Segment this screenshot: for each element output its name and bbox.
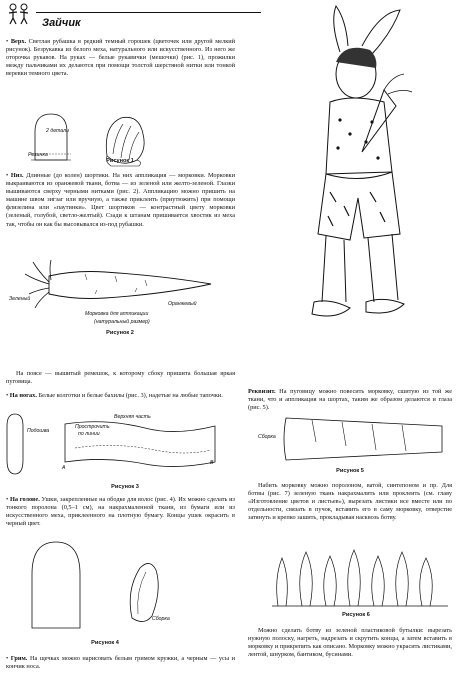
bunny-jacket — [326, 98, 392, 179]
fig5-label-gather: Сборка — [258, 434, 276, 440]
carrot-body — [49, 272, 211, 299]
fig1-label-parts: 2 детали — [46, 128, 69, 134]
fig3-label-upper: Верхняя часть — [114, 414, 151, 420]
fig4-label-gather: Сборка — [152, 616, 170, 622]
section-bottom-text: Длинные (до колен) шортики. На них аппликация — морковки. Морковки выкраиваются из оранжевой ткани, ботва — из зеленой или желто-зеленой. Глазки вышиваются сверху черными нитками (рис. 2). Аппликацию можно пришить на машине швом зигзаг или вручную, а также приклеить (приутюжить) при помощи флизелина или «паутинки». Цвет шортиков — контрастный цвету морковки (зеленый, голубой, светло-желтый). Сзади к штанам пришивается хвостик из меха так, чтобы он как бы высовывался из-под рубашки. — [6, 172, 235, 228]
header-logo — [5, 2, 33, 26]
section-carrot-text: Набить морковку можно поролоном, ватой, синтепоном и пр. Для ботвы (рис. 7) зеленую ткань накрахмалить или проклеить (см. главу «Изготовление цветов и листьев»), вырезать листики все вместе или по отдельности, связать в пучок, вставить его в саму морковку, отверстие затянуть и крепко зашить, прокладывая насквозь ботву. — [248, 482, 452, 522]
section-legs: • На ногах. Белые колготки и белые бахилы (рис. 3), надетые на любые тапочки. — [6, 392, 223, 399]
ear-pattern — [32, 542, 80, 628]
figure-5 — [282, 412, 447, 466]
fig3-label-sole: Подошва — [27, 428, 50, 434]
section-carrot — [248, 482, 452, 522]
figure-2 — [15, 258, 215, 328]
page-title: Зайчик — [42, 17, 81, 29]
fig3-label-stitch-2: по линии — [78, 431, 100, 437]
section-top-text: Светлая рубашка в редкий темный горошек (цветочек или другой мелкий рисунок). Безрукавка из белого меха, натурального или искусственного. Из него же оторочка рукавов. На руках — белые рукавички (мешочки) (рис. 1), прожилки между пальчиками их делаются при помощи толстой шерстяной нитки или тонкой веревки темного цвета. — [6, 38, 236, 78]
section-more — [248, 627, 452, 659]
section-legs-text: Белые колготки и белые бахилы (рис. 3), надетые на любые тапочки. — [36, 392, 223, 399]
section-props-text: На пуговицу можно повесить морковку, сшитую из той же ткани, что и аппликация на шортах, таким же образом делаются и глаза (рис. 5). — [248, 388, 452, 412]
bunny-legs — [322, 234, 398, 302]
fig6-caption: Рисунок 6 — [342, 612, 370, 618]
carrot-cone-pattern — [284, 418, 442, 460]
fig4-caption: Рисунок 4 — [91, 640, 119, 646]
section-bottom-lead: Низ. — [10, 172, 24, 179]
fig3-label-a: A — [62, 465, 66, 471]
fig3-caption: Рисунок 3 — [111, 484, 139, 490]
fig3-label-b: B — [210, 460, 214, 466]
fig5-caption: Рисунок 5 — [336, 468, 364, 474]
section-head-text: Ушки, закрепленные на ободке для волос (рис. 4). Их можно сделать из тонкого поролона (0,5–1 см), на накрахмаленной ткани, из бумаги или из искусственного меха, приклеенного на плотную бумагу. Концы ушек окрасить в черный цвет. — [6, 496, 236, 528]
bunny-feet — [312, 299, 404, 316]
section-props — [248, 388, 452, 412]
section-legs-lead: На ногах. — [9, 392, 37, 399]
section-belt — [6, 370, 235, 386]
fig2-label-green: Зеленый — [9, 296, 31, 302]
section-more-text: Можно сделать ботву из зеленой пластиковой бутылки: вырезать нужную полоску, нагреть, надрезать и скрутить концы, а затем вставить в морковку и прикрепить как описано. Морковку можно украсить листиками, лентой, шнурком, бантиком, бусинами. — [248, 627, 452, 659]
section-head: • На голове. Ушки, закрепленные на ободке для волос (рис. 4). Их можно сделать из тонкого поролона (0,5–1 см), на накрахмаленной ткани, из бумаги или из искусственного меха, приклеенного на плотную бумагу. Концы ушек окрасить в черный цвет. — [6, 496, 236, 528]
children-logo-icon — [5, 2, 33, 26]
bunny-boy-illustration — [300, 2, 430, 347]
bunny-shorts — [318, 172, 400, 240]
header-bar — [36, 12, 261, 13]
section-head-lead: На голове. — [9, 496, 40, 503]
section-makeup: • Грим. На щечках можно нарисовать белым гримом кружки, а черным — усы и кончик носа. — [6, 655, 235, 671]
fig1-caption: Рисунок 1 — [106, 158, 134, 164]
fig2-caption: Рисунок 2 — [106, 330, 134, 336]
fig1-label-edge: Резинка — [28, 152, 48, 158]
ear-3d — [130, 563, 158, 621]
fig2-label-orange: Оранжевый — [168, 301, 197, 307]
section-top: • Верх. Светлая рубашка в редкий темный горошек (цветочек или другой мелкий рисунок). Безрукавка из белого меха, натурального или искусственного. Из него же оторочка рукавов. На руках — белые рукавички (мешочки) (рис. 1), прожилки между пальчиками их делаются при помощи толстой шерстяной нитки или тонкой веревки темного цвета. — [6, 38, 236, 78]
fig2-label-size: (натуральный размер) — [94, 319, 150, 325]
bunny-ears — [334, 6, 400, 54]
section-makeup-lead: Грим. — [10, 655, 28, 662]
section-makeup-text: На щечках можно нарисовать белым гримом кружки, а черным — усы и кончик носа. — [6, 655, 235, 671]
section-bottom: • Низ. Длинные (до колен) шортики. На них аппликация — морковки. Морковки выкраиваются из оранжевой ткани, ботва — из зеленой или желто-зеленой. Глазки вышиваются сверху черными нитками (рис. 2). Аппликацию можно пришить на машине швом зигзаг или вручную, а также приклеить (приутюжить) при помощи флизелина или «паутинки». Цвет шортиков — контрастный цвету морковки (зеленый, голубой, светло-желтый). Сзади к штанам пришивается хвостик из меха так, чтобы он как бы высовывался из-под рубашки. — [6, 172, 235, 228]
section-belt-text: На поясе — вышитый ремешок, к которому сбоку пришита большая яркая пуговица. — [6, 370, 235, 386]
section-props-lead: Реквизит. — [248, 388, 276, 395]
section-top-lead: Верх. — [10, 38, 27, 45]
leaf-strip-leaves — [277, 550, 433, 606]
fig3-label-stitch-1: Прострочить — [75, 424, 110, 430]
sole-pattern — [7, 414, 23, 474]
fig2-label-title: Морковка для аппликации — [85, 311, 149, 317]
figure-3 — [5, 410, 225, 482]
figure-6 — [268, 548, 453, 610]
